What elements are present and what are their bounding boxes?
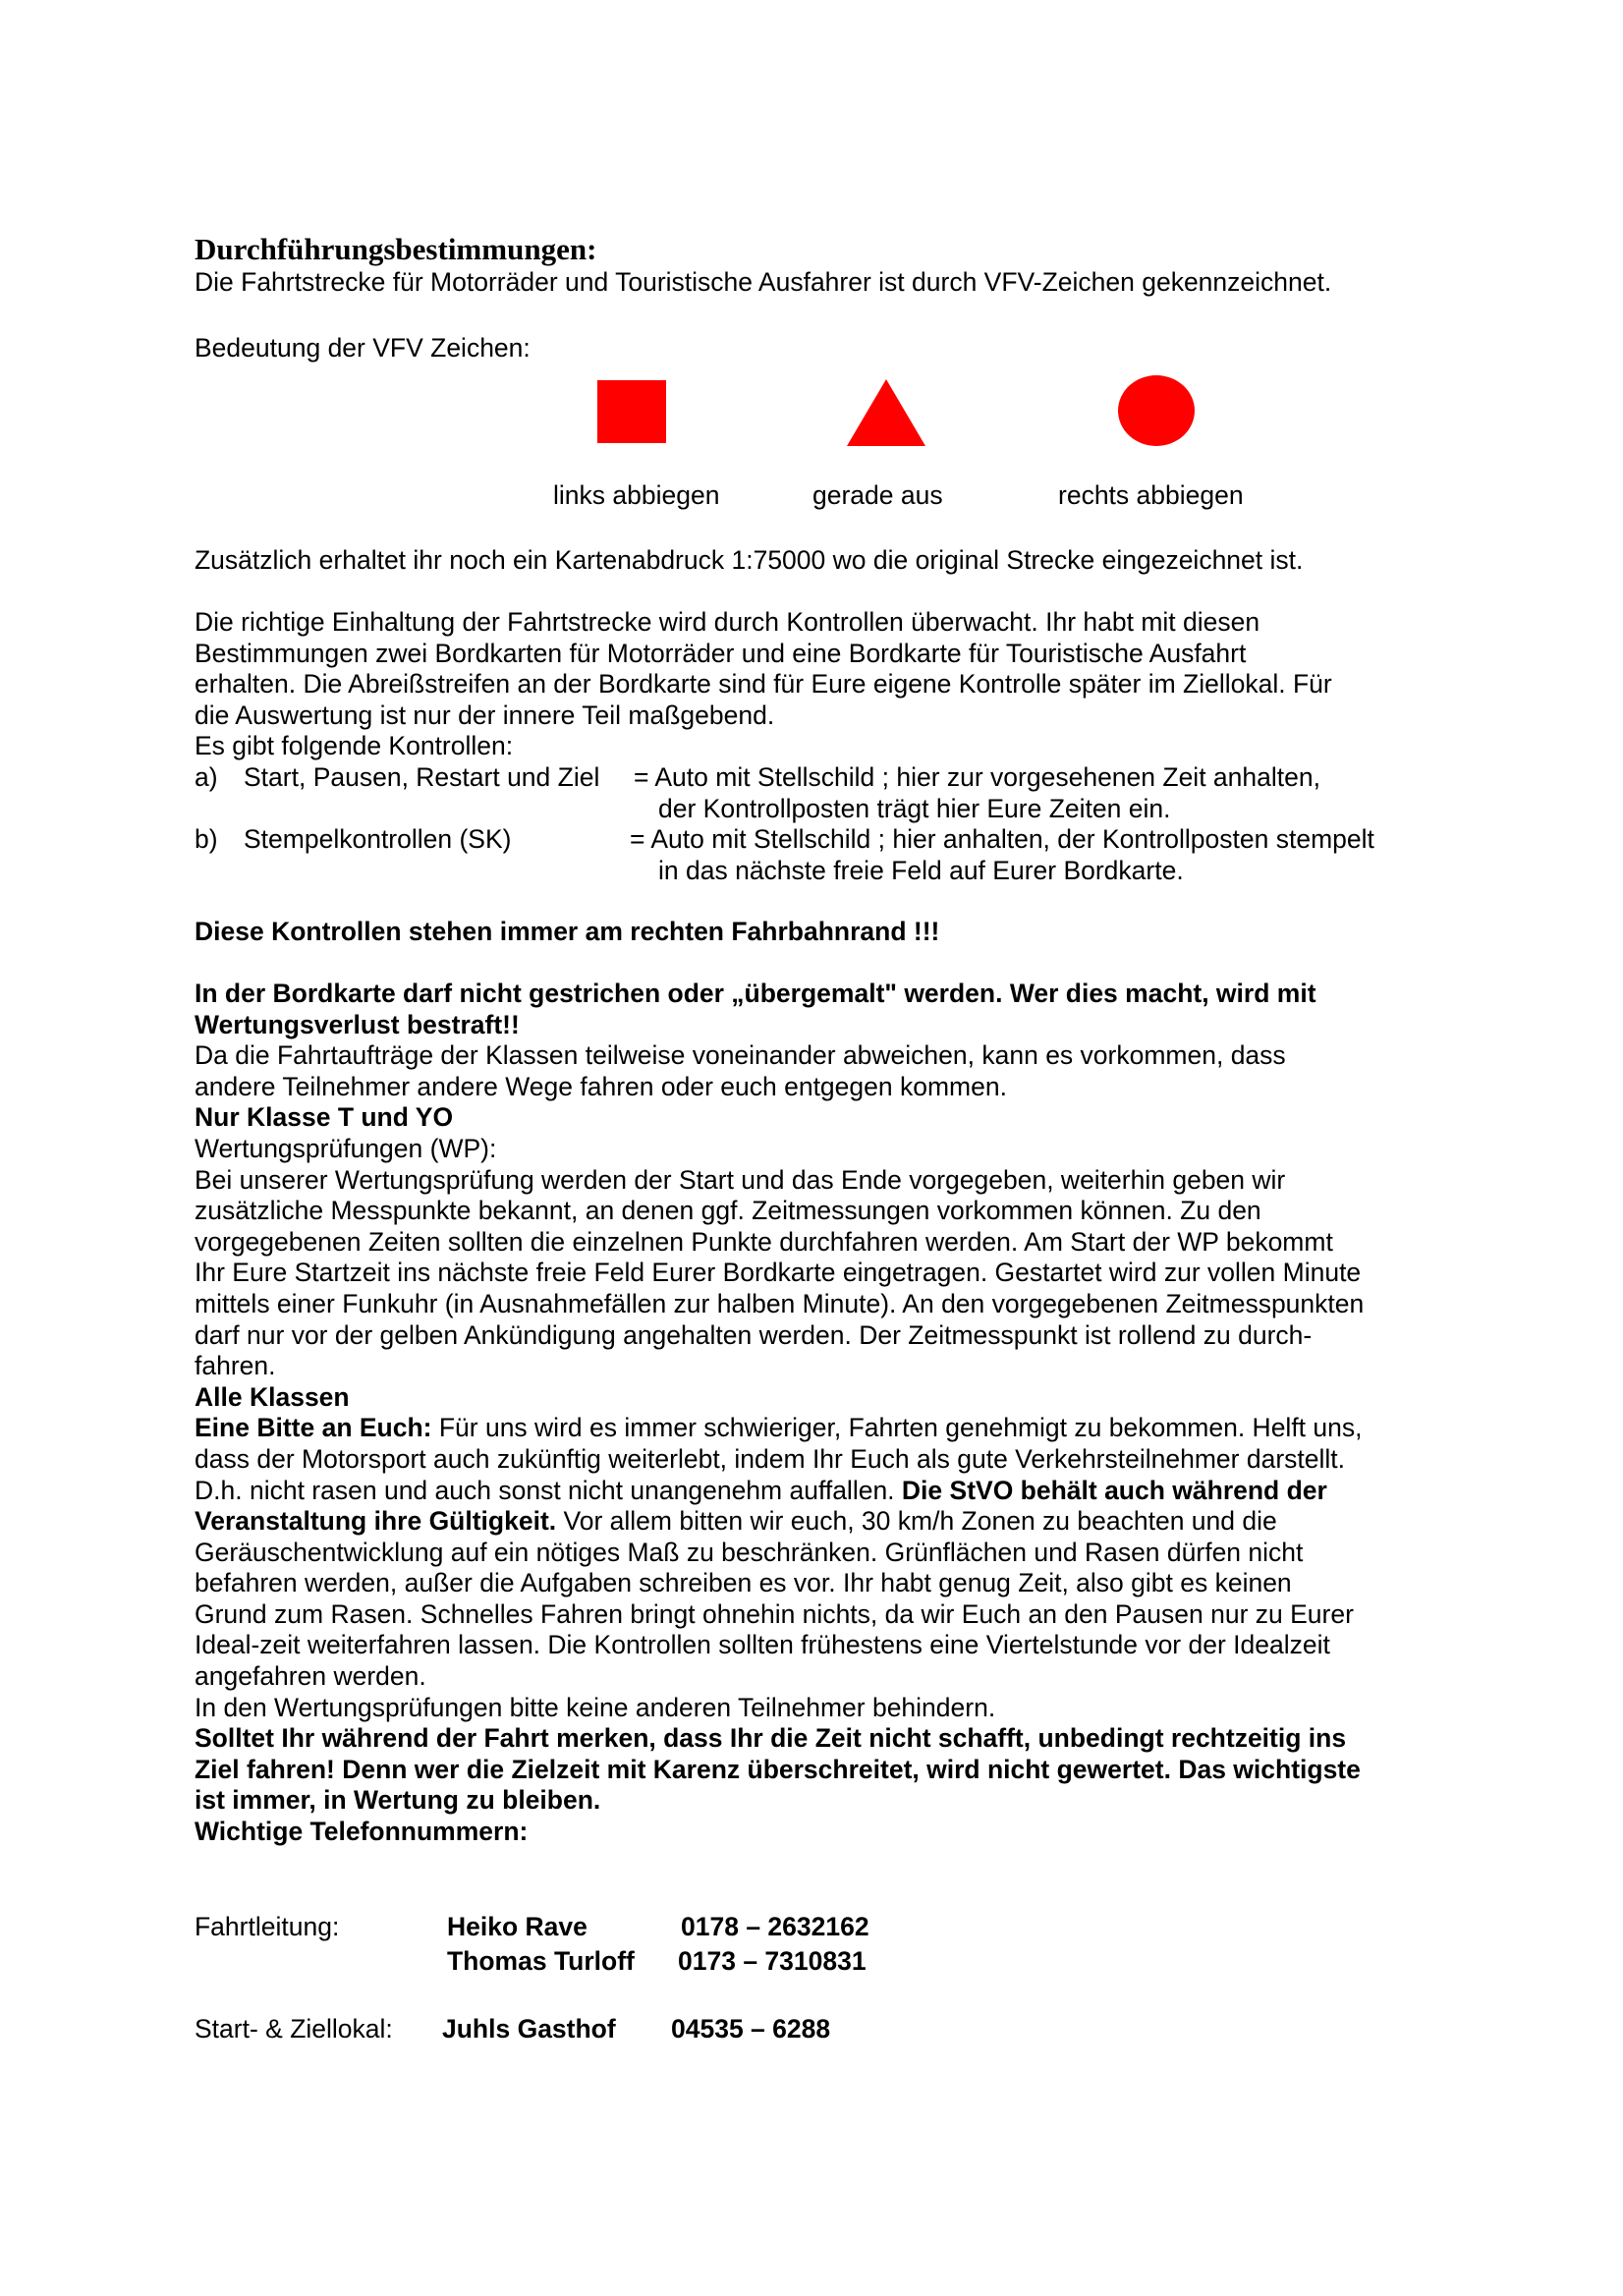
intro-text: Die Fahrtstrecke für Motorräder und Touristische Ausfahrer ist durch VFV-Zeichen gekennzeichnet. [195,267,1332,297]
controls-line: Es gibt folgende Kontrollen: [195,731,514,761]
request-line: dass der Motorsport auch zukünftig weiterlebt, indem Ihr Euch als gute Verkehrsteilnehmer darstellt. [195,1443,1345,1474]
wp-line: mittels einer Funkuhr (in Ausnahmefällen zur halben Minute). An den vorgegebenen Zeitmesspunkten [195,1288,1365,1318]
final-notice-line: Ziel fahren! Denn wer die Zielzeit mit Karenz überschreitet, wird nicht gewertet. Das wichtigste [195,1754,1361,1784]
request-line: In den Wertungsprüfungen bitte keine anderen Teilnehmer behindern. [195,1692,996,1722]
request-text: D.h. nicht rasen und auch sonst nicht unangenehm auffallen. [195,1475,902,1505]
red-square-icon [597,380,666,443]
control-a-row-2 [195,794,1472,825]
main-text [195,979,1472,1848]
control-desc: der Kontrollposten trägt hier Eure Zeiten ein. [658,793,1171,823]
notice-line: In der Bordkarte darf nicht gestrichen oder „übergemalt" werden. Wer dies macht, wird mit [195,979,1316,1008]
phone-heading: Wichtige Telefonnummern: [195,1817,529,1847]
lokal-phone: 04535 – 6288 [671,2014,831,2044]
request-line: Grund zum Rasen. Schnelles Fahren bringt ohnehin nichts, da wir Euch an den Pausen nur zu Eurer [195,1598,1354,1629]
controls-line: erhalten. Die Abreißstreifen an der Bordkarte sind für Eure eigene Kontrolle später im Ziellokal. Für [195,669,1332,700]
request-lead: Eine Bitte an Euch: [195,1413,432,1443]
controls-line: Die richtige Einhaltung der Fahrtstrecke wird durch Kontrollen überwacht. Ihr habt mit diesen [195,607,1260,637]
header-block [195,232,1472,299]
request-line [195,1413,1472,1444]
control-a-row [195,762,1472,794]
class-heading: Nur Klasse T und YO [195,1102,454,1133]
routes-line: Da die Fahrtaufträge der Klassen teilweise voneinander abweichen, kann es vorkommen, dass [195,1040,1286,1071]
control-desc: in das nächste freie Feld auf Eurer Bordkarte. [658,855,1184,885]
map-note: Zusätzlich erhaltet ihr noch ein Kartenabdruck 1:75000 wo die original Strecke eingezeichnet ist. [195,545,1304,575]
request-bold-text: Veranstaltung ihre Gültigkeit. [195,1506,557,1537]
control-b-row [195,824,1472,856]
request-line: Ideal-zeit weiterfahren lassen. Die Kontrollen sollten frühestens eine Viertelstunde vor der Idealzeit [195,1630,1330,1660]
sign-label-right: rechts abbiegen [1058,480,1244,510]
request-line [195,1506,1472,1538]
controls-section [195,607,1472,886]
request-text: Vor allem bitten wir euch, 30 km/h Zonen zu beachten und die [556,1506,1277,1537]
wp-line: vorgegebenen Zeiten sollten die einzelnen Punkte durchfahren werden. Am Start der WP bekommt [195,1226,1333,1257]
notice-right-edge: Diese Kontrollen stehen immer am rechten Fahrbahnrand !!! [195,917,940,946]
controls-line: die Auswertung ist nur der innere Teil maßgebend. [195,700,775,730]
page-title: Durchführungsbestimmungen: [195,232,597,266]
red-circle-icon [1116,373,1197,448]
all-classes-heading: Alle Klassen [195,1381,350,1412]
control-desc: = Auto mit Stellschild ; hier zur vorgesehenen Zeit anhalten, [634,761,1320,792]
wp-line: Bei unserer Wertungsprüfung werden der Start und das Ende vorgegeben, weiterhin geben wir [195,1164,1286,1195]
controls-line: Bestimmungen zwei Bordkarten für Motorräder und eine Bordkarte für Touristische Ausfahrt [195,638,1247,668]
contact-name: Heiko Rave [447,1912,588,1941]
routes-line: andere Teilnehmer andere Wege fahren oder euch entgegen kommen. [195,1071,1007,1101]
control-name: Start, Pausen, Restart und Ziel [244,761,600,792]
contact-phone: 0178 – 2632162 [681,1912,869,1941]
control-name: Stempelkontrollen (SK) [244,824,512,855]
signs-heading: Bedeutung der VFV Zeichen: [195,333,531,363]
lokal-label: Start- & Ziellokal: [195,2014,393,2044]
fahrtleitung-label: Fahrtleitung: [195,1912,340,1941]
request-line: befahren werden, außer die Aufgaben schreiben es vor. Ihr habt genug Zeit, also gibt es keinen [195,1568,1292,1598]
request-text: Für uns wird es immer schwieriger, Fahrten genehmigt zu bekommen. Helft uns, [431,1413,1363,1443]
control-letter: b) [195,824,218,855]
request-line: angefahren werden. [195,1661,426,1692]
final-notice-line: Solltet Ihr während der Fahrt merken, dass Ihr die Zeit nicht schafft, unbedingt rechtzeitig ins [195,1723,1347,1754]
wp-line: zusätzliche Messpunkte bekannt, an denen ggf. Zeitmessungen vorkommen können. Zu den [195,1196,1261,1226]
control-b-row-2 [195,856,1472,887]
request-bold-text: Die StVO behält auch während der [901,1475,1327,1505]
contact-phone: 0173 – 7310831 [678,1946,867,1976]
wp-line: Ihr Eure Startzeit ins nächste freie Feld Eurer Bordkarte eingetragen. Gestartet wird zur vollen Minute [195,1258,1362,1288]
contact-name: Thomas Turloff [447,1946,635,1976]
control-desc: = Auto mit Stellschild ; hier anhalten, der Kontrollposten stempelt [630,824,1374,855]
sign-label-straight: gerade aus [812,480,943,510]
request-line [195,1476,1472,1507]
wp-line: darf nur vor der gelben Ankündigung angehalten werden. Der Zeitmesspunkt ist rollend zu durch- [195,1319,1313,1350]
lokal-name: Juhls Gasthof [442,2014,616,2044]
wp-line: fahren. [195,1351,276,1381]
sign-label-left: links abbiegen [553,480,720,510]
red-triangle-icon [845,377,927,448]
final-notice-line: ist immer, in Wertung zu bleiben. [195,1785,601,1816]
wp-heading: Wertungsprüfungen (WP): [195,1133,497,1163]
control-letter: a) [195,761,218,792]
request-line: Geräuschentwicklung auf ein nötiges Maß zu beschränken. Grünflächen und Rasen dürfen nicht [195,1537,1304,1567]
notice-line: Wertungsverlust bestraft!! [195,1009,520,1039]
